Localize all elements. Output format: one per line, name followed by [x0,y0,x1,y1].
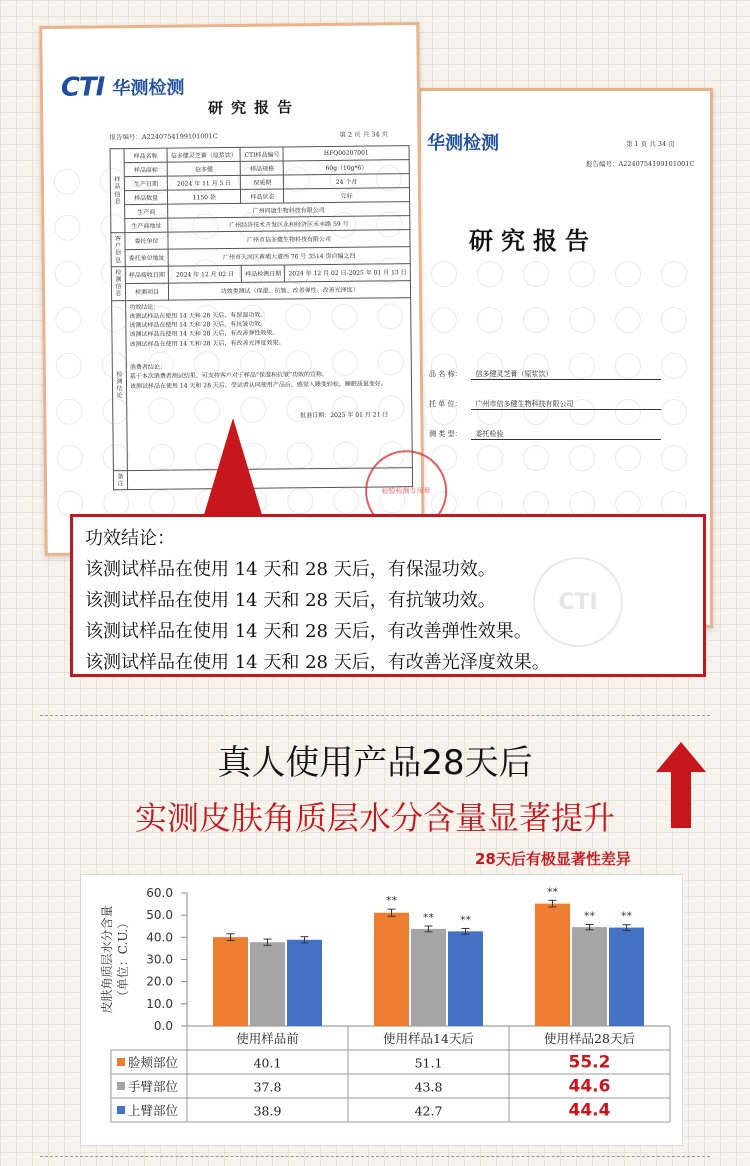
legend-swatch [117,1082,125,1090]
cell: 2024 年 12 月 02 日 [168,265,241,283]
cell: 样品商标 [124,162,167,176]
callout-line: 该测试样品在使用 14 天和 28 天后，有保湿功效。 [85,559,496,580]
y-tick-label: 20.0 [146,974,173,989]
cti-watermark-icon [238,167,264,193]
front-report-title: 研究报告 [208,98,301,118]
cti-watermark-icon [615,353,641,379]
callout-line: 该测试样品在使用 14 天和 28 天后，有改善光泽度效果。 [85,652,550,673]
cti-watermark-icon [102,352,128,378]
y-tick-label: 50.0 [146,908,173,923]
cti-watermark-icon [286,396,312,422]
efficacy-conclusion-callout [70,514,706,677]
conclusion-line: 该测试样品在使用 14 天和 28 天后，有保湿功效。 [129,311,267,320]
bar-2-3 [572,927,607,1026]
cti-watermark-icon [661,261,687,287]
cti-watermark-icon [615,445,641,471]
data-label: 44.4 [568,1100,611,1121]
cti-watermark-icon [477,399,503,425]
data-label: 38.9 [253,1103,282,1119]
up-arrow-icon [656,742,706,828]
bottom-divider [40,1156,710,1157]
cti-watermark-icon [194,351,220,377]
data-label: 37.8 [253,1079,282,1095]
cti-watermark-icon [149,490,175,516]
cti-watermark-icon [102,398,128,424]
cti-watermark-icon [431,399,457,425]
cti-watermark-icon [523,399,549,425]
cti-watermark-icon [284,166,310,192]
back-field-value: 信多健灵芝膏（原浆饮） [471,369,661,380]
cti-watermark-icon [287,488,313,514]
cti-watermark-icon [147,306,173,332]
cti-watermark-icon [55,307,81,333]
significance-mark: ** [423,911,434,925]
front-watermarks [42,25,416,29]
cell: CTI样品编号 [240,147,283,161]
cti-watermark-icon [332,350,358,376]
y-tick-label: 30.0 [146,952,173,967]
significance-mark: ** [584,909,595,923]
cti-watermark-icon [100,214,126,240]
cti-watermark-icon [146,168,172,194]
cti-watermark-icon [240,351,266,377]
cti-watermark-icon [376,211,402,237]
cti-watermark-icon [523,353,549,379]
cti-watermark-icon [431,261,457,287]
conclusion-line: 功效结论： [129,303,160,311]
cell: 委托单位地址 [125,249,168,266]
back-logo [427,129,499,155]
legend-label: 上臂部位 [128,1103,179,1118]
y-axis-label: 皮肤角质层水分含量 （单位：C.U.） [100,905,130,1014]
cell: 信多健 [167,161,240,176]
cti-watermark-icon [333,488,359,514]
y-tick-label: 40.0 [146,930,173,945]
cti-watermark-icon [147,260,173,286]
cti-watermark-icon [101,306,127,332]
cti-watermark-icon [615,261,641,287]
cti-watermark-icon [615,399,641,425]
back-field-label: 测 类 型： [429,430,462,438]
y-tick-label: 60.0 [146,886,173,900]
bar-2-1 [250,942,285,1026]
data-label: 51.1 [414,1055,443,1071]
cell: 样品状态 [241,189,284,203]
moisture-chart-panel [80,874,683,1146]
cti-watermark-icon [376,165,402,191]
side-conclusion: 检测结论 [112,300,128,470]
side-client: 客户信息 [111,233,125,267]
significance-note: 28天后有极显著性差异 [475,850,631,868]
cti-watermark-icon [286,350,312,376]
back-field-label: 托 单 位： [429,400,462,408]
cti-watermark-icon [569,307,595,333]
bar-3-1 [287,940,322,1026]
legend-swatch [117,1106,125,1114]
front-page-number: 第 2 页 共 34 页 [339,130,389,139]
red-pointer-arrow-icon [203,418,263,518]
cti-watermark-icon [148,352,174,378]
cti-watermark-icon [477,261,503,287]
bar-2-2 [411,929,446,1026]
bar-1-3 [535,904,570,1026]
cti-watermark-icon [569,261,595,287]
cell: 样品检测日期 [242,265,285,282]
cti-watermark-icon [661,445,687,471]
significance-mark: ** [386,894,397,908]
front-logo-name: 华测检测 [112,77,185,100]
cell: 检测项目 [125,283,168,300]
cti-watermark-icon [192,167,218,193]
back-field-value: 广州市信多健生物科技有限公司 [471,399,661,410]
cell: 广州同康生物科技有限公司 [168,202,410,219]
back-field-type [429,429,661,440]
x-category-label: 使用样品前 [236,1031,299,1046]
y-tick-label: 0.0 [153,1019,173,1033]
cti-watermark-icon [378,349,404,375]
significance-mark: ** [460,913,471,927]
data-label: 55.2 [568,1052,611,1073]
cti-watermark-icon [238,213,264,239]
cti-watermark-icon [477,353,503,379]
cti-watermark-icon [331,258,357,284]
cti-watermark-icon [661,353,687,379]
headline-primary: 真人使用产品28天后 [217,743,533,783]
cti-watermark-icon [193,305,219,331]
cti-watermark-icon [54,215,80,241]
cti-watermark-icon [103,490,129,516]
cell: 样品数量 [124,190,167,204]
cti-watermark-icon [661,307,687,333]
data-label: 40.1 [253,1055,282,1071]
cell: 2024 年 12 月 02 日-2025 年 01 月 13 日 [285,263,411,281]
back-page-number: 第 1 页 共 34 页 [626,140,675,148]
significance-mark: ** [621,909,632,923]
cti-watermark-icon [193,259,219,285]
cti-watermark-icon [379,441,405,467]
cell: 1150 袋 [168,189,241,204]
section-divider [40,715,710,716]
callout-line: 该测试样品在使用 14 天和 28 天后，有改善弹性效果。 [85,621,532,642]
side-remark: 备注 [113,470,127,490]
cti-watermark-icon [330,166,356,192]
significance-mark: ** [547,885,558,899]
cell: 信多健灵芝膏（原浆饮） [167,147,240,162]
cti-watermark-icon [332,396,358,422]
back-report-number: 报告编号：A2240754199101001C [586,160,695,168]
cell: 24 个月 [284,174,410,189]
data-label: 43.8 [414,1079,443,1095]
cti-watermark-icon [55,261,81,287]
cti-watermark-icon [523,445,549,471]
back-field-label: 品 名 称： [429,370,462,378]
cell: 60g（10g*6） [284,160,410,175]
cell: 样品名称 [124,148,167,162]
approve-date: 批准日期：2025 年 01 月 21 日 [300,411,389,420]
cti-watermark-icon [569,399,595,425]
cti-watermark-icon [523,307,549,333]
cell: 样品规格 [240,161,283,175]
cti-watermark-icon [56,399,82,425]
consumer-line: 消费者结论： [129,363,166,372]
cti-watermark-icon [431,353,457,379]
cti-watermark-icon [333,442,359,468]
cell: 生产日期 [124,176,167,190]
cell: 广州市信多健生物科技有限公司 [168,230,410,249]
cell: 广州市天河区黄埔大道西 76 号 3514 房自编之四 [168,247,410,266]
conclusion-line: 该测试样品在使用 14 天和 28 天后，有改善光泽度效果。 [129,339,285,348]
side-sample: 样品信息 [110,149,125,233]
cti-watermark-icon [284,212,310,238]
headline-secondary: 实测皮肤角质层水分含量显著提升 [134,799,615,837]
cti-watermark-icon [239,305,265,331]
cti-watermark-icon [477,445,503,471]
legend-swatch [117,1058,125,1066]
cti-watermark-icon [149,444,175,470]
cti-watermark-icon [285,258,311,284]
cti-watermark-icon [56,353,82,379]
cti-watermark-icon [100,168,126,194]
consumer-line: 基于本次消费者测试结果，可支持客户对于样品“保湿和抗皱”功效的宣称。 [129,371,329,381]
x-category-label: 使用样品14天后 [383,1031,474,1046]
cell: 保质期 [241,175,284,189]
cti-watermark-icon [54,169,80,195]
cell: 生产商 [125,204,168,218]
cti-watermark-icon [377,303,403,329]
cti-watermark-icon [57,491,83,517]
cti-watermark-icon [331,304,357,330]
moisture-bar-chart [81,875,684,1147]
cell: 生产商地址 [125,218,168,232]
cell: 委托单位 [125,232,168,249]
cti-watermark-icon [148,398,174,424]
cell: 功效类测试（保湿、抗皱、改善弹性、改善光泽度） [169,280,411,299]
cti-watermark-icon [330,212,356,238]
x-category-label: 使用样品28天后 [544,1031,635,1046]
back-report-title: 研究报告 [469,226,597,255]
y-tick-label: 10.0 [146,996,173,1011]
cti-watermark-icon [378,395,404,421]
cti-logo-icon: CTI [60,72,105,103]
cti-watermark-icon [615,307,641,333]
cti-watermark-icon [377,257,403,283]
bar-1-1 [213,937,248,1026]
consumer-line: 该测试样品在使用 14 天和 28 天后，受试者认同使用产品后，感觉入睡变轻松，睡眠质量变好。 [129,379,387,390]
callout-line: 该测试样品在使用 14 天和 28 天后，有抗皱功效。 [85,590,496,611]
cti-watermark-icon [523,261,549,287]
cell: 样品接收日期 [125,266,168,283]
cti-watermark-icon [379,487,405,513]
cti-watermark-icon [661,399,687,425]
cti-watermark-icon [239,259,265,285]
cti-watermark-icon [192,213,218,239]
cti-watermark-icon [285,304,311,330]
conclusion-line: 该测试样品在使用 14 天和 28 天后，有改善弹性效果。 [129,329,279,339]
bar-1-2 [374,913,409,1026]
cti-watermark-icon: CTI [533,557,623,647]
back-logo-name: 华测检测 [427,133,499,154]
data-label: 42.7 [414,1103,443,1119]
bar-3-2 [448,931,483,1026]
cti-watermark-icon [146,214,172,240]
callout-line: 功效结论： [85,528,175,549]
cti-watermark-icon [477,307,503,333]
cti-watermark-icon [569,445,595,471]
bar-3-3 [609,928,644,1026]
cti-watermark-icon [287,442,313,468]
data-label: 44.6 [568,1076,611,1097]
legend-label: 手臂部位 [128,1079,179,1094]
cti-watermark-icon [431,307,457,333]
front-report-number: 报告编号：A2240754199101001C [109,132,218,142]
cell: HFQ00207001 [283,146,409,161]
back-field-value: 委托检验 [471,429,661,440]
cell: 广州经济技术开发区永和经济区禾丰路 59 号 [168,216,410,233]
cti-watermark-icon [101,260,127,286]
cell: 2024 年 11 月 5 日 [167,175,240,190]
cti-watermark-icon [103,444,129,470]
stamp-text: 检验检测专用章 [381,486,431,496]
legend-label: 脸颊部位 [128,1055,179,1070]
cti-watermark-icon [57,445,83,471]
cti-watermark-icon [569,353,595,379]
cell: 完好 [284,188,410,203]
side-test: 检测信息 [111,266,125,300]
front-logo [61,71,185,102]
conclusion-line: 该测试样品在使用 14 天和 28 天后，有抗皱功效。 [129,320,267,330]
